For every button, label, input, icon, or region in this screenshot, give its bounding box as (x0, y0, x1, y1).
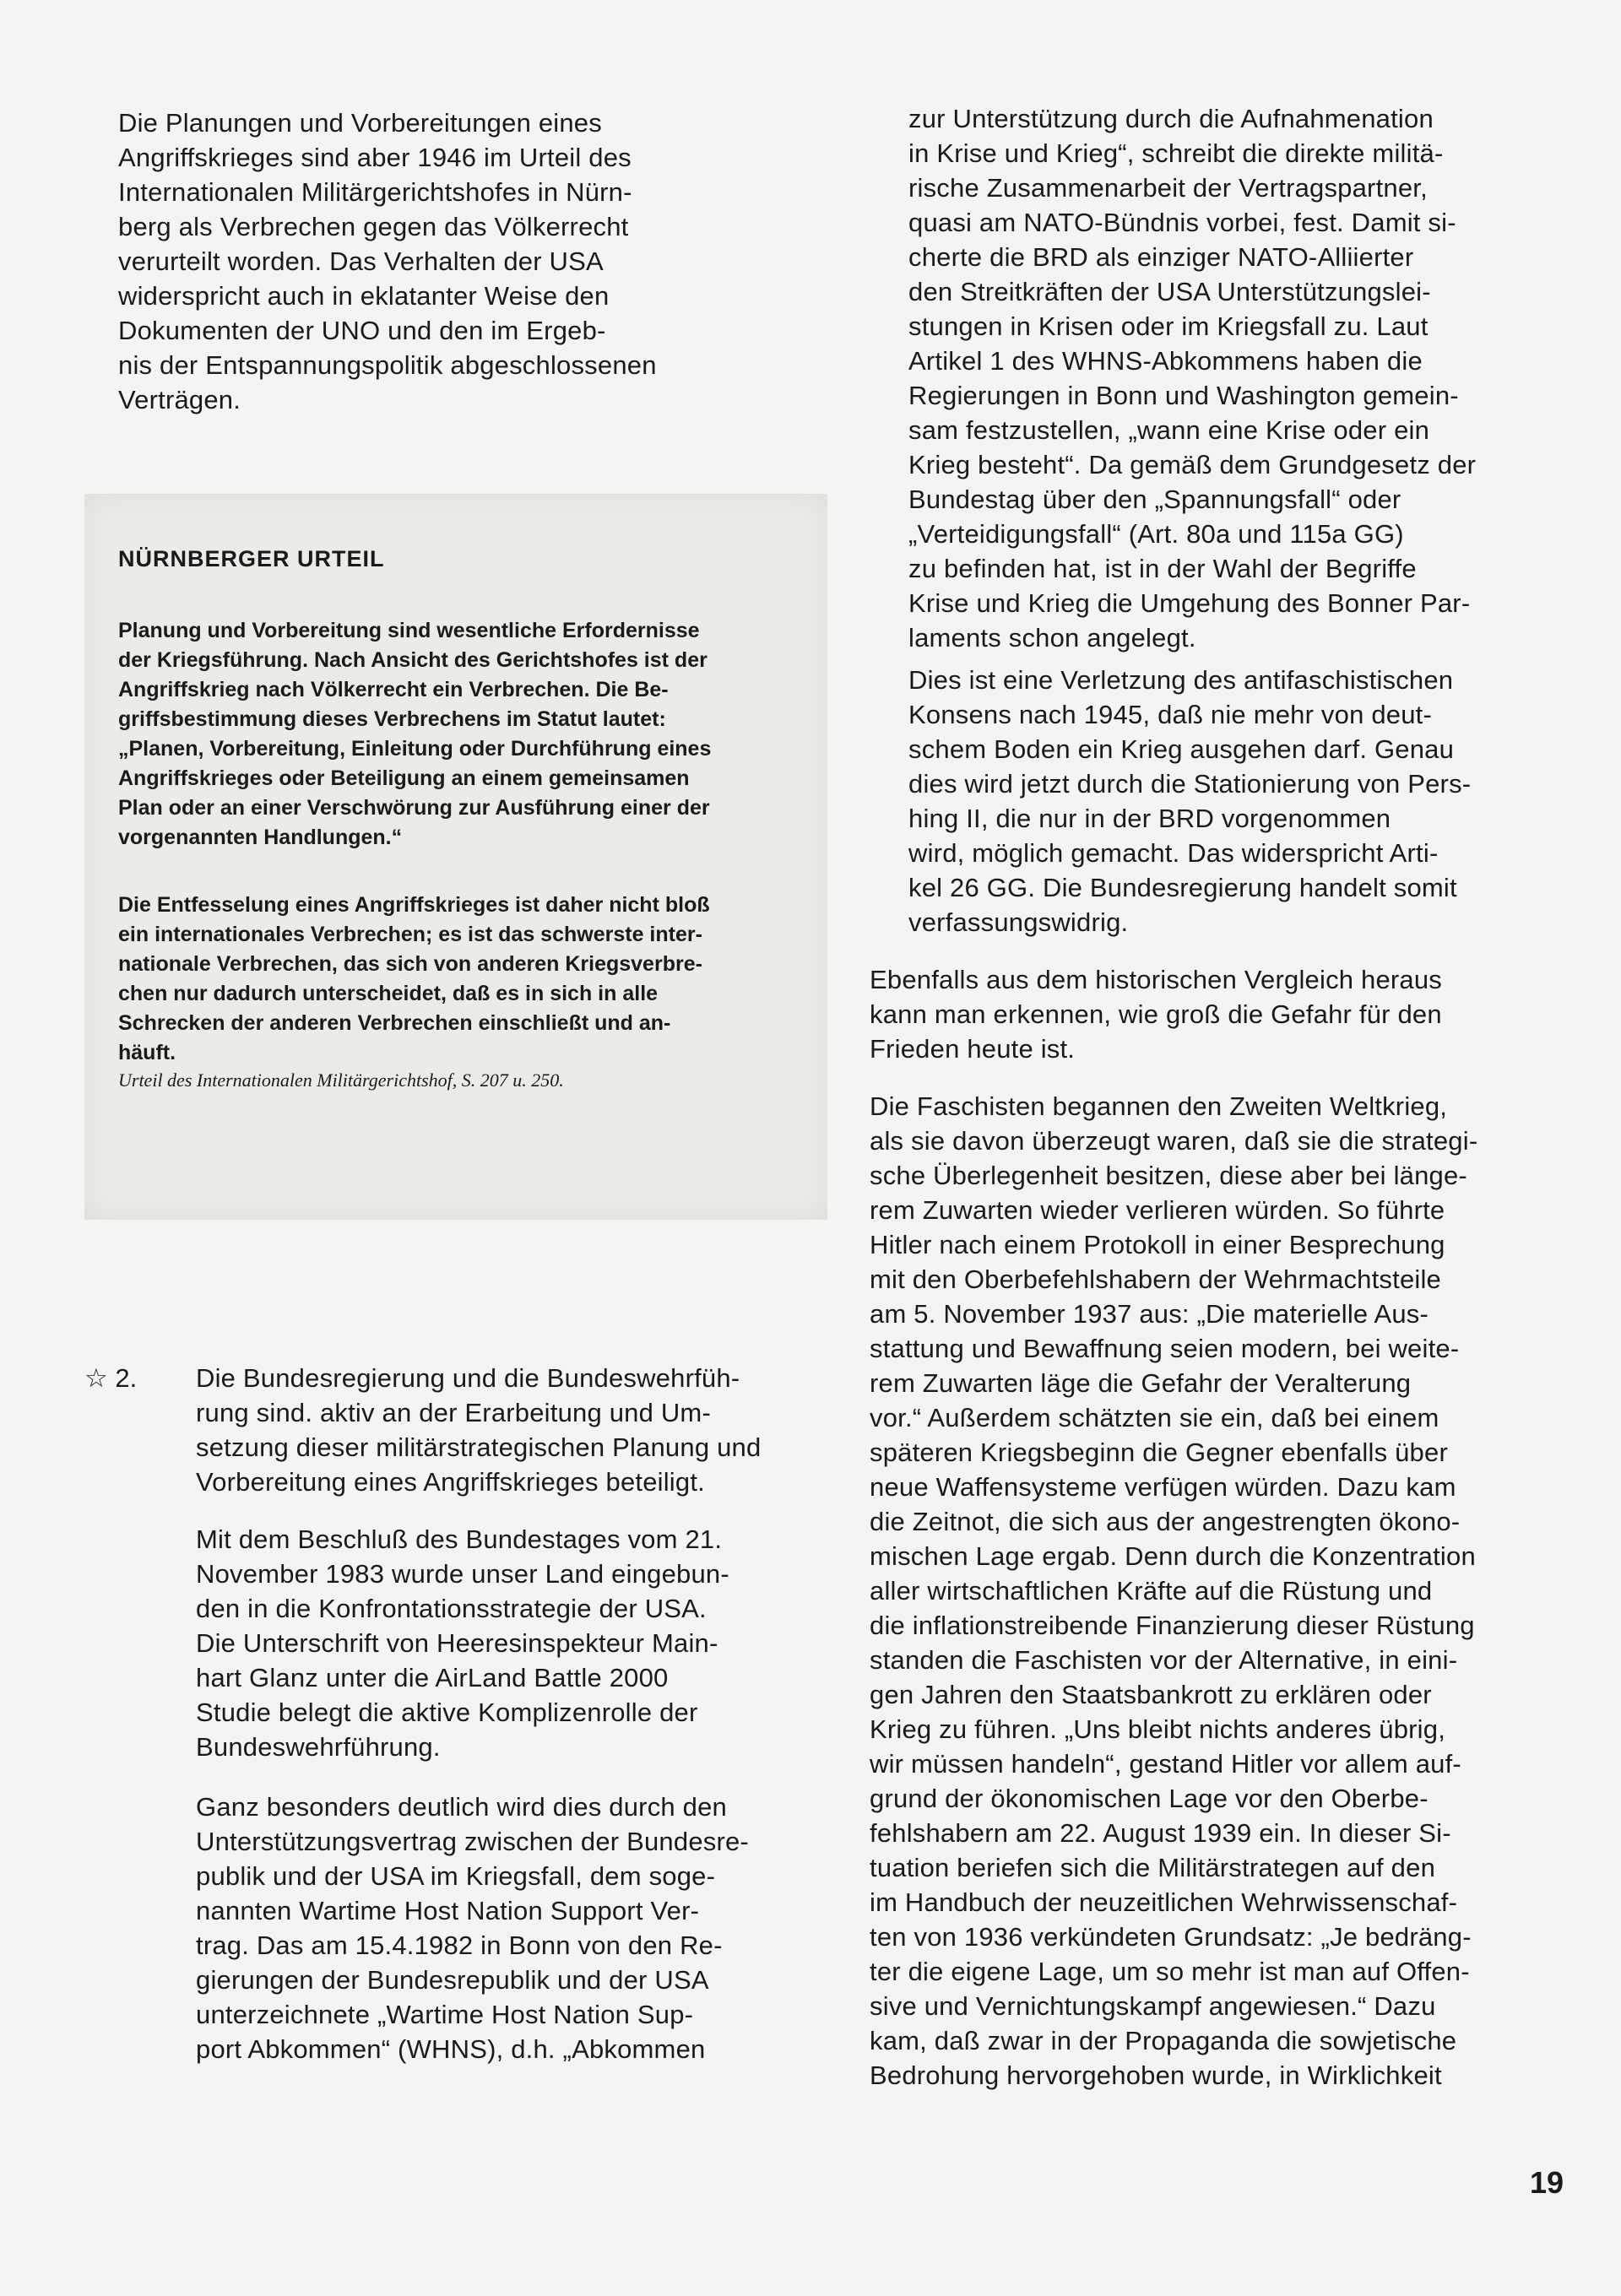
list-marker-2: ☆ 2. (84, 1363, 138, 1393)
quote-box-paragraph: Die Entfesselung eines Angriffskrieges ist daher nicht bloß ein internationales Verbrechen; es ist das schwerste inter- nationale Verbrechen, das sich von anderen Kriegsverbre- chen nur dadurch unterscheidet, daß es in sich in alle Schrecken der anderen Verbrechen einschließt und an- häuft. (118, 893, 710, 1064)
right-paragraph: Dies ist eine Verletzung des antifaschistischen Konsens nach 1945, daß nie mehr von deut- schem Boden ein Krieg ausgehen darf. Genau dies wird jetzt durch die Stationierung von Pers- hing II, die nur in der BRD vorgenommen wird, möglich gemacht. Das widerspricht Arti- kel 26 GG. Die Bundesregierung handelt somit verfassungswidrig. (908, 665, 1472, 937)
point-2-paragraph: Mit dem Beschluß des Bundestages vom 21. November 1983 wurde unser Land eingebun- den in die Konfrontationsstrategie der USA. Die Unterschrift von Heeresinspekteur Main- hart Glanz unter die AirLand Battle 2000 Studie belegt die aktive Komplizenrolle der Bundeswehrführung. (196, 1524, 729, 1762)
quote-box-source: Urteil des Internationalen Militärgerichtshof, S. 207 u. 250. (118, 1069, 564, 1091)
quote-box-paragraph: Planung und Vorbereitung sind wesentliche Erfordernisse der Kriegsführung. Nach Ansicht des Gerichtshofes ist der Angriffskrieg nach Völkerrecht ein Verbrechen. Die Be- griffsbestimmung dieses Verbrechens im Statut lautet: „Planen, Vorbereitung, Einleitung oder Durchführung eines Angriffskrieges oder Beteiligung an einem gemeinsamen Plan oder an einer Verschwörung zur Ausführung einer der vorgenannten Handlungen.“ (118, 619, 712, 849)
right-paragraph: Die Faschisten begannen den Zweiten Weltkrieg, als sie davon überzeugt waren, daß sie die strategi- sche Überlegenheit besitzen, diese aber bei länge- rem Zuwarten wieder verlieren würden. So führte Hitler nach einem Protokoll in einer Besprechung mit den Oberbefehlshabern der Wehrmachtsteile am 5. November 1937 aus: „Die materielle Aus- stattung und Bewaffnung seien modern, bei weite- rem Zuwarten läge die Gefahr der Veralterung vor.“ Außerdem schätzten sie ein, daß bei einem späteren Kriegsbeginn die Gegner ebenfalls über neue Waffensysteme verfügen würden. Dazu kam die Zeitnot, die sich aus der angestrengten ökono- mischen Lage ergab. Denn durch die Konzentration aller wirtschaftlichen Kräfte auf die Rüstung und die inflationstreibende Finanzierung dieser Rüstung standen die Faschisten vor der Alternative, in eini- gen Jahren den Staatsbankrott zu erklären oder Krieg zu führen. „Uns bleibt nichts anderes übrig, wir müssen handeln“, gestand Hitler vor allem auf- grund der ökonomischen Lage vor den Oberbe- fehlshabern am 22. August 1939 ein. In dieser Si- tuation beriefen sich die Militärstrategen auf den im Handbuch der neuzeitlichen Wehrwissenschaf- ten von 1936 verkündeten Grundsatz: „Je bedräng- ter die eigene Lage, um so mehr ist man auf Offen- sive und Vernichtungskampf angewiesen.“ Dazu kam, daß zwar in der Propaganda die sowjetische Bedrohung hervorgehoben wurde, in Wirklichkeit (870, 1091, 1478, 2090)
right-paragraph: zur Unterstützung durch die Aufnahmenation in Krise und Krieg“, schreibt die direkte militä- rische Zusammenarbeit der Vertragspartner, quasi am NATO-Bündnis vorbei, fest. Damit si- cherte die BRD als einziger NATO-Alliierter den Streitkräften der USA Unterstützungslei- stungen in Krisen oder im Kriegsfall zu. Laut Artikel 1 des WHNS-Abkommens haben die Regierungen in Bonn und Washington gemein- sam festzustellen, „wann eine Krise oder ein Krieg besteht“. Da gemäß dem Grundgesetz der Bundestag über den „Spannungsfall“ oder „Verteidigungsfall“ (Art. 80a und 115a GG) zu befinden hat, ist in der Wahl der Begriffe Krise und Krieg die Umgehung des Bonner Par- laments schon angelegt. (908, 104, 1477, 653)
quote-box (84, 494, 827, 1220)
point-2-paragraph: Ganz besonders deutlich wird dies durch den Unterstützungsvertrag zwischen der Bundesre- publik und der USA im Kriegsfall, dem soge- nannten Wartime Host Nation Support Ver- trag. Das am 15.4.1982 in Bonn von den Re- gierungen der Bundesrepublik und der USA unterzeichnete „Wartime Host Nation Sup- port Abkommen“ (WHNS), d.h. „Abkommen (196, 1792, 749, 2064)
intro-paragraph: Die Planungen und Vorbereitungen eines Angriffskrieges sind aber 1946 im Urteil des Internationalen Militärgerichtshofes in Nürn- berg als Verbrechen gegen das Völkerrecht verurteilt worden. Das Verhalten der USA widerspricht auch in eklatanter Weise den Dokumenten der UNO und den im Ergeb- nis der Entspannungspolitik abgeschlossenen Verträgen. (118, 108, 657, 414)
quote-box-title: NÜRNBERGER URTEIL (118, 546, 385, 571)
point-2-heading-paragraph: Die Bundesregierung und die Bundeswehrfüh- rung sind. aktiv an der Erarbeitung und Um- setzung dieser militärstrategischen Planung und Vorbereitung eines Angriffskrieges beteiligt. (196, 1363, 762, 1497)
page-number: 19 (1530, 2165, 1564, 2200)
right-paragraph: Ebenfalls aus dem historischen Vergleich heraus kann man erkennen, wie groß die Gefahr für den Frieden heute ist. (870, 965, 1443, 1064)
